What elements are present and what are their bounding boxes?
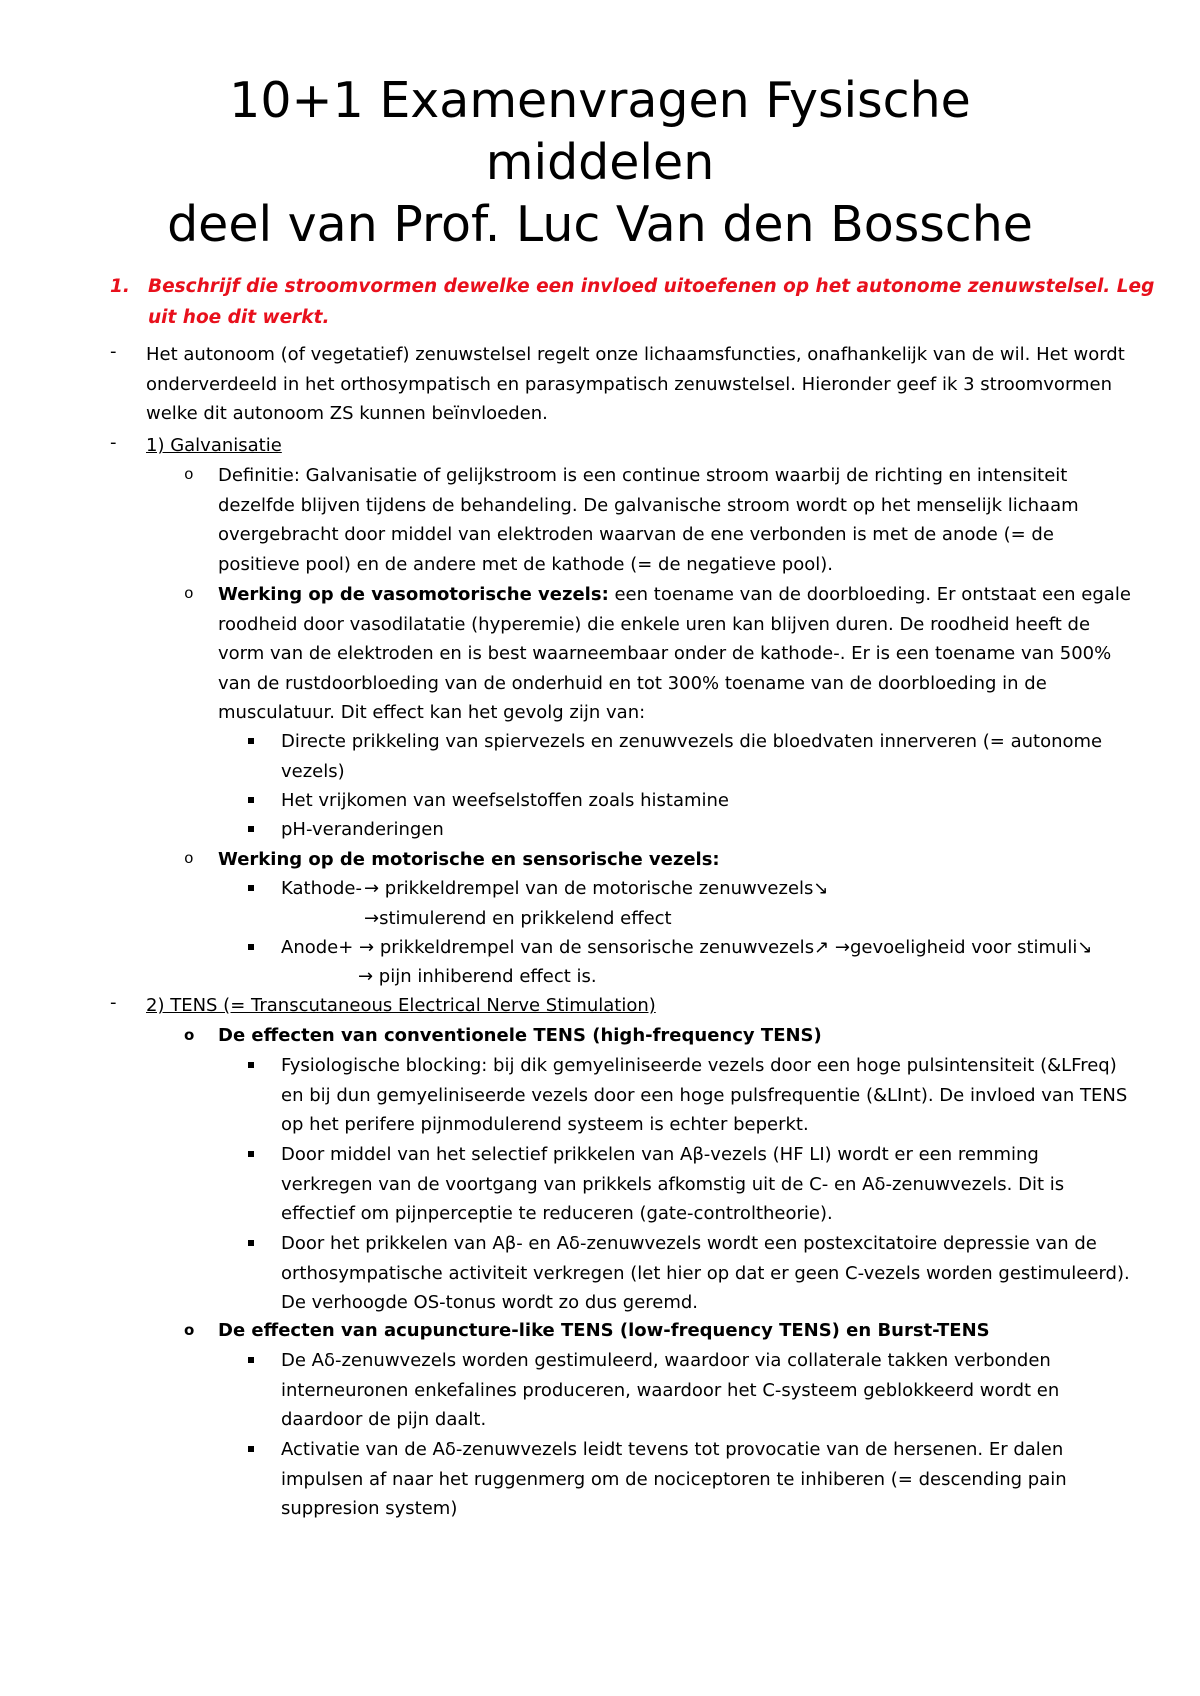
square-bullet — [248, 826, 254, 832]
exam-question-1 — [110, 271, 1154, 333]
title-line-3: deel van Prof. Luc Van den Bossche — [167, 196, 1033, 253]
square-bullet — [248, 1446, 254, 1452]
bullet-item — [281, 1051, 1127, 1140]
kathode-label: Kathode- — [281, 878, 362, 899]
bullet-item: Het vrijkomen van weefselstoffen zoals histamine — [281, 790, 729, 811]
square-bullet — [248, 1357, 254, 1363]
bullet-line: De Aδ-zenuwvezels worden gestimuleerd, waardoor via collaterale takken verbonden — [281, 1350, 1051, 1371]
question-number: 1. — [110, 276, 130, 297]
bullet-line: daardoor de pijn daalt. — [281, 1409, 487, 1430]
bullet-line: vezels) — [281, 760, 345, 782]
circle-bullet: o — [184, 585, 194, 603]
acupuncture-tens-heading: De effecten van acupuncture-like TENS (low-frequency TENS) en Burst-TENS — [218, 1320, 990, 1341]
bullet-line: Directe prikkeling van spiervezels en zenuwvezels die bloedvaten innerveren (= autonome — [281, 731, 1103, 752]
bullet-line: De verhoogde OS-tonus wordt zo dus geremd. — [281, 1292, 699, 1313]
conventional-tens-heading: De effecten van conventionele TENS (high-frequency TENS) — [218, 1025, 822, 1046]
bullet-item — [281, 1435, 1067, 1524]
circle-bullet: o — [184, 850, 194, 868]
kathode-effect — [364, 874, 828, 933]
bullet-line: effectief om pijnperceptie te reduceren (gate-controltheorie). — [281, 1203, 833, 1224]
bullet-item — [281, 1229, 1130, 1318]
bullet-line: Door middel van het selectief prikkelen van Aβ-vezels (HF LI) wordt er een remming — [281, 1144, 1039, 1165]
bullet-item — [281, 1140, 1064, 1229]
intro-line: onderverdeeld in het orthosympatisch en parasympatisch zenuwstelsel. Hieronder geef ik 3 stroomvormen — [146, 373, 1113, 395]
circle-bullet: o — [184, 466, 194, 484]
bullet-line: verkregen van de voortgang van prikkels afkomstig uit de C- en Aδ-zenuwvezels. Dit is — [281, 1173, 1065, 1195]
title-line-1: 10+1 Examenvragen Fysische — [229, 72, 971, 129]
definition-line: Definitie: Galvanisatie of gelijkstroom is een continue stroom waarbij de richting en intensiteit — [218, 465, 1068, 486]
bullet-line: suppresion system) — [281, 1498, 458, 1519]
definition-line: dezelfde blijven tijdens de behandeling. De galvanische stroom wordt op het menselijk lichaam — [218, 494, 1079, 516]
bullet-item — [281, 1346, 1059, 1435]
intro-line: welke dit autonoom ZS kunnen beïnvloeden. — [146, 403, 548, 424]
square-bullet — [248, 1240, 254, 1246]
dash-bullet: - — [110, 992, 117, 1013]
section-heading-galvanisatie: 1) Galvanisatie — [146, 435, 282, 456]
bullet-item — [281, 727, 1102, 786]
bullet-line: Activatie van de Aδ-zenuwvezels leidt tevens tot provocatie van de hersenen. Er dalen — [281, 1439, 1064, 1460]
section-heading-tens: 2) TENS (= Transcutaneous Electrical Nerve Stimulation) — [146, 995, 656, 1016]
title-line-2: middelen — [485, 134, 715, 191]
anode-line: → pijn inhiberend effect is. — [358, 966, 597, 987]
galvanisatie-definition — [218, 461, 1079, 579]
anode-line: Anode+ → prikkeldrempel van de sensorische zenuwvezels↗ →gevoeligheid voor stimuli↘ — [281, 937, 1093, 958]
definition-line: positieve pool) en de andere met de kathode (= de negatieve pool). — [218, 553, 833, 575]
bullet-line: impulsen af naar het ruggenmerg om de nociceptoren te inhiberen (= descending pain — [281, 1468, 1067, 1490]
square-bullet — [248, 944, 254, 950]
bullet-line: en bij dun gemyeliniseerde vezels door een hoge pulsfrequentie (&LInt). De invloed van TENS — [281, 1084, 1128, 1106]
square-bullet — [248, 797, 254, 803]
motor-sensory-heading: Werking op de motorische en sensorische vezels: — [218, 849, 720, 870]
bullet-line: Door het prikkelen van Aβ- en Aδ-zenuwvezels wordt een postexcitatoire depressie van de — [281, 1233, 1097, 1254]
vasomotor-heading: Werking op de vasomotorische vezels: — [218, 584, 609, 605]
vasomotor-line: musculatuur. Dit effect kan het gevolg zijn van: — [218, 702, 646, 723]
circle-bullet: o — [184, 1026, 195, 1044]
definition-line: overgebracht door middel van elektroden waarvan de ene verbonden is met de anode (= de — [218, 524, 1054, 545]
square-bullet — [248, 1062, 254, 1068]
vasomotor-line: vorm van de elektroden en is best waarneembaar onder de kathode-. Er is een toename van 500% — [218, 643, 1112, 664]
vasomotor-paragraph — [218, 580, 1131, 728]
bullet-line: Fysiologische blocking: bij dik gemyeliniseerde vezels door een hoge pulsintensiteit (&LFreq) — [281, 1055, 1117, 1076]
bullet-line: interneuronen enkefalines produceren, waardoor het C-systeem geblokkeerd wordt en — [281, 1379, 1060, 1401]
intro-paragraph — [146, 340, 1125, 429]
dash-bullet: - — [110, 432, 117, 453]
square-bullet — [248, 885, 254, 891]
intro-line: Het autonoom (of vegetatief) zenuwstelsel regelt onze lichaamsfuncties, onafhankelijk van de wil. Het wordt — [146, 344, 1125, 365]
document-title — [0, 70, 1200, 256]
bullet-line: op het perifere pijnmodulerend systeem is echter beperkt. — [281, 1114, 809, 1135]
vasomotor-text: een toename van de doorbloeding. Er ontstaat een egale — [608, 584, 1131, 605]
vasomotor-line: roodheid door vasodilatatie (hyperemie) die enkele uren kan blijven duren. De roodheid heeft de — [218, 613, 1091, 635]
question-line: uit hoe dit werkt. — [148, 307, 330, 328]
kathode-line: →stimulerend en prikkelend effect — [364, 907, 672, 929]
question-line: Beschrijf die stroomvormen dewelke een invloed uitoefenen op het autonome zenuwstelsel. Leg — [148, 276, 1155, 297]
bullet-line: orthosympatische activiteit verkregen (let hier op dat er geen C-vezels worden gestimuleerd). — [281, 1262, 1130, 1284]
dash-bullet: - — [110, 341, 117, 362]
bullet-item: pH-veranderingen — [281, 819, 444, 840]
square-bullet — [248, 738, 254, 744]
vasomotor-line: van de rustdoorbloeding van de onderhuid en tot 300% toename van de doorbloeding in de — [218, 672, 1047, 694]
square-bullet — [248, 1151, 254, 1157]
kathode-line: → prikkeldrempel van de motorische zenuwvezels↘ — [364, 878, 829, 899]
circle-bullet: o — [184, 1321, 195, 1339]
